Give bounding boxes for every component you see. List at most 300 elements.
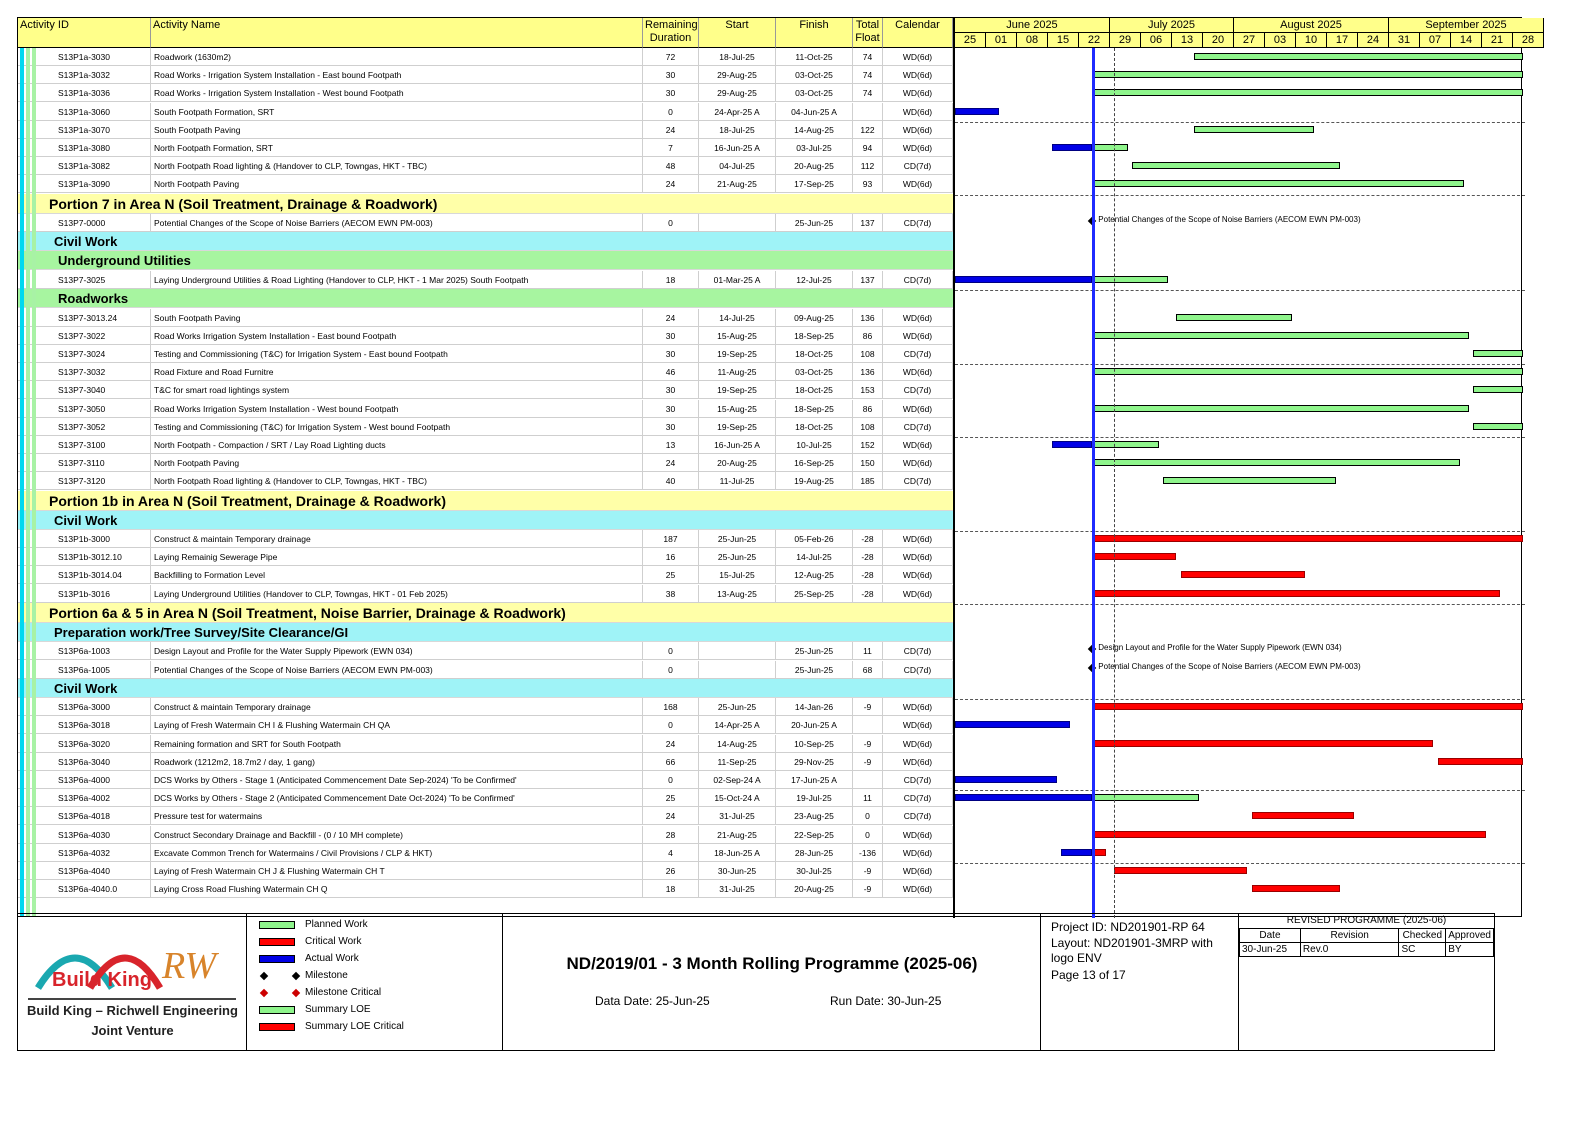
revision-checked: SC [1399,943,1446,957]
activity-rem: 0 [643,103,699,121]
activity-cal: WD(6d) [883,826,953,844]
activity-float: 0 [853,826,883,844]
activity-float [853,771,883,789]
activity-float: 108 [853,345,883,363]
activity-start: 11-Aug-25 [699,363,776,381]
activity-row[interactable] [18,48,953,66]
activity-cal: WD(6d) [883,862,953,880]
activity-rem: 24 [643,454,699,472]
activity-rem: 30 [643,381,699,399]
activity-rem: 187 [643,530,699,548]
activity-finish: 11-Oct-25 [776,48,853,66]
activity-row[interactable] [18,84,953,102]
planned-work-bar[interactable] [1092,89,1523,96]
activity-id: S13P6a-4040 [18,862,151,880]
activity-row[interactable] [18,400,953,418]
legend-milestone-icon [260,972,268,980]
project-info-panel [1041,914,1239,1050]
activity-start: 13-Aug-25 [699,585,776,603]
critical-work-bar[interactable] [1092,535,1523,542]
activity-name: North Footpath Paving [151,175,643,193]
activity-cal: CD(7d) [883,472,953,490]
activity-name: Potential Changes of the Scope of Noise Barriers (AECOM EWN PM-003) [151,214,643,232]
svg-text:Build King: Build King [52,969,152,991]
activity-float: -9 [853,880,883,898]
activity-row[interactable] [18,735,953,753]
activity-finish: 16-Sep-25 [776,454,853,472]
timescale-week: 06 [1141,33,1172,48]
gantt-gridline [955,790,1525,791]
activity-float: -136 [853,844,883,862]
wbs-group-band[interactable]: Preparation work/Tree Survey/Site Clearance/GI [18,623,953,642]
activity-row[interactable] [18,363,953,381]
gantt-gridline [955,437,1525,438]
activity-float: 112 [853,157,883,175]
activity-name: Road Fixture and Road Furnitre [151,363,643,381]
planned-work-bar[interactable] [1132,162,1340,169]
timescale-week: 01 [986,33,1017,48]
actual-work-bar[interactable] [1052,441,1092,448]
activity-name: Laying of Fresh Watermain CH I & Flushing Watermain CH QA [151,716,643,734]
activity-id: S13P1a-3090 [18,175,151,193]
activity-start: 30-Jun-25 [699,862,776,880]
legend-swatch [259,1006,295,1014]
activity-name: North Footpath Paving [151,454,643,472]
activity-rem: 0 [643,771,699,789]
activity-float: -9 [853,735,883,753]
planned-work-bar[interactable] [1473,386,1523,393]
actual-work-bar[interactable] [1061,849,1092,856]
activity-rem: 30 [643,84,699,102]
critical-work-bar[interactable] [1114,867,1247,874]
activity-id: S13P7-3024 [18,345,151,363]
title-block [17,913,1495,1051]
col-header-start[interactable]: Start [699,18,776,48]
legend-panel [247,914,503,1050]
planned-work-bar[interactable] [1092,71,1523,78]
revision-table [1239,928,1494,957]
planned-work-bar[interactable] [1092,368,1523,375]
activity-cal: WD(6d) [883,548,953,566]
legend-label: Milestone [305,970,348,981]
activity-id: S13P7-3022 [18,327,151,345]
activity-row[interactable] [18,214,953,232]
planned-work-bar[interactable] [1092,144,1127,151]
revision-col-date: Date [1240,929,1301,943]
activity-row[interactable] [18,566,953,584]
activity-id: S13P6a-4002 [18,789,151,807]
critical-work-bar[interactable] [1092,831,1486,838]
activity-row[interactable] [18,789,953,807]
legend-label: Milestone Critical [305,987,382,998]
activity-name: Backfilling to Formation Level [151,566,643,584]
activity-start: 14-Apr-25 A [699,716,776,734]
activity-float: 11 [853,642,883,660]
revision-row [1240,943,1494,957]
activity-id: S13P6a-4030 [18,826,151,844]
activity-name: Roadwork (1212m2, 18.7m2 / day, 1 gang) [151,753,643,771]
critical-work-bar[interactable] [1092,590,1499,597]
revision-panel [1239,914,1494,1050]
activity-id: S13P6a-3040 [18,753,151,771]
activity-finish: 05-Feb-26 [776,530,853,548]
activity-start: 19-Sep-25 [699,381,776,399]
activity-row[interactable] [18,327,953,345]
activity-start: 04-Jul-25 [699,157,776,175]
activity-id: S13P1a-3036 [18,84,151,102]
activity-finish: 19-Aug-25 [776,472,853,490]
planned-work-bar[interactable] [1092,441,1158,448]
activity-row[interactable] [18,418,953,436]
activity-id: S13P6a-1005 [18,661,151,679]
activity-float: 86 [853,327,883,345]
timescale-week: 08 [1017,33,1048,48]
wbs-portion-band[interactable]: Portion 6a & 5 in Area N (Soil Treatment, Noise Barrier, Drainage & Roadwork) [18,603,953,623]
planned-work-bar[interactable] [1092,332,1468,339]
activity-name: Testing and Commissioning (T&C) for Irrigation System - East bound Footpath [151,345,643,363]
activity-float: -9 [853,753,883,771]
activity-rem: 30 [643,345,699,363]
activity-finish: 20-Jun-25 A [776,716,853,734]
activity-finish: 18-Sep-25 [776,327,853,345]
activity-cal: WD(6d) [883,48,953,66]
activity-finish: 12-Aug-25 [776,566,853,584]
activity-cal: WD(6d) [883,309,953,327]
milestone-label: Potential Changes of the Scope of Noise Barriers (AECOM EWN PM-003) [1098,214,1361,224]
critical-work-bar[interactable] [1092,740,1433,747]
activity-id: S13P1a-3070 [18,121,151,139]
timescale-week: 10 [1296,33,1327,48]
activity-finish: 25-Jun-25 [776,661,853,679]
activity-row[interactable] [18,381,953,399]
activity-finish: 30-Jul-25 [776,862,853,880]
activity-cal: WD(6d) [883,436,953,454]
critical-work-bar[interactable] [1181,571,1305,578]
activity-name: Laying Underground Utilities (Handover to CLP, Towngas, HKT - 01 Feb 2025) [151,585,643,603]
legend-milestone-icon [260,989,268,997]
planned-work-bar[interactable] [1194,126,1314,133]
revision-date: 30-Jun-25 [1240,943,1301,957]
actual-work-bar[interactable] [1052,144,1092,151]
timescale-week: 29 [1110,33,1141,48]
activity-start: 01-Mar-25 A [699,271,776,289]
activity-float: 137 [853,214,883,232]
activity-start: 15-Jul-25 [699,566,776,584]
activity-finish: 18-Sep-25 [776,400,853,418]
activity-name: Road Works Irrigation System Installation - West bound Footpath [151,400,643,418]
activity-start: 14-Aug-25 [699,735,776,753]
activity-cal: WD(6d) [883,698,953,716]
activity-float: 11 [853,789,883,807]
activity-row[interactable] [18,548,953,566]
planned-work-bar[interactable] [1092,276,1167,283]
activity-rem: 16 [643,548,699,566]
actual-work-bar[interactable] [955,108,999,115]
activity-row[interactable] [18,66,953,84]
activity-row[interactable] [18,698,953,716]
gantt-gridline [955,195,1525,196]
timescale-week: 27 [1234,33,1265,48]
planned-work-bar[interactable] [1092,180,1464,187]
critical-work-bar[interactable] [1438,758,1523,765]
planned-work-bar[interactable] [1163,477,1336,484]
activity-finish: 29-Nov-25 [776,753,853,771]
wbs-group-band[interactable]: Civil Work [18,679,953,698]
activity-rem: 72 [643,48,699,66]
activity-name: Construct & maintain Temporary drainage [151,698,643,716]
wbs-group-band[interactable]: Civil Work [18,511,953,530]
activity-finish: 22-Sep-25 [776,826,853,844]
activity-start: 25-Jun-25 [699,548,776,566]
activity-row[interactable] [18,175,953,193]
activity-rem: 24 [643,121,699,139]
activity-start: 31-Jul-25 [699,807,776,825]
activity-row[interactable] [18,807,953,825]
activity-cal: WD(6d) [883,66,953,84]
activity-float: 74 [853,66,883,84]
project-id: Project ID: ND201901-RP 64 [1051,920,1205,934]
gantt-chart [953,18,1535,918]
critical-work-bar[interactable] [1252,885,1341,892]
activity-row[interactable] [18,139,953,157]
activity-cal: CD(7d) [883,418,953,436]
activity-cal: WD(6d) [883,363,953,381]
activity-id: S13P6a-3000 [18,698,151,716]
activity-float: 136 [853,363,883,381]
activity-cal: CD(7d) [883,381,953,399]
col-header-id[interactable]: Activity ID [18,18,151,48]
activity-rem: 28 [643,826,699,844]
programme-title: ND/2019/01 - 3 Month Rolling Programme (2025-06) [566,954,978,973]
activity-start: 24-Apr-25 A [699,103,776,121]
activity-row[interactable] [18,771,953,789]
activity-id: S13P1a-3030 [18,48,151,66]
timescale-week: 14 [1451,33,1482,48]
activity-name: North Footpath - Compaction / SRT / Lay Road Lighting ducts [151,436,643,454]
activity-finish: 18-Oct-25 [776,345,853,363]
activity-row[interactable] [18,436,953,454]
activity-id: S13P7-3025 [18,271,151,289]
activity-rem: 18 [643,271,699,289]
activity-finish: 28-Jun-25 [776,844,853,862]
run-date: Run Date: 30-Jun-25 [830,994,942,1008]
activity-start: 15-Aug-25 [699,400,776,418]
activity-finish: 25-Jun-25 [776,214,853,232]
activity-start: 15-Oct-24 A [699,789,776,807]
col-header-remaining[interactable]: Remaining Duration [643,18,699,48]
timescale-week: 21 [1482,33,1513,48]
activity-row[interactable] [18,862,953,880]
activity-rem: 0 [643,642,699,660]
activity-rem: 40 [643,472,699,490]
activity-start: 19-Sep-25 [699,345,776,363]
revision-header-row [1240,929,1494,943]
activity-cal: WD(6d) [883,880,953,898]
activity-table [18,18,953,918]
actual-work-bar[interactable] [955,794,1092,801]
activity-float: 74 [853,84,883,102]
activity-finish: 03-Jul-25 [776,139,853,157]
activity-row[interactable] [18,454,953,472]
activity-float: 94 [853,139,883,157]
activity-row[interactable] [18,472,953,490]
wbs-subgroup-band[interactable]: Roadworks [18,289,953,308]
activity-name: DCS Works by Others - Stage 2 (Anticipated Commencement Date Oct-2024) 'To be Confirmed' [151,789,643,807]
activity-id: S13P1a-3060 [18,103,151,121]
wbs-portion-band[interactable]: Portion 1b in Area N (Soil Treatment, Drainage & Roadwork) [18,491,953,511]
revision-number: Rev.0 [1300,943,1399,957]
planned-work-bar[interactable] [1473,350,1523,357]
revision-col-checked: Checked [1399,929,1446,943]
activity-name: T&C for smart road lightings system [151,381,643,399]
activity-rem: 30 [643,418,699,436]
activity-float: 0 [853,807,883,825]
activity-float: -9 [853,698,883,716]
planned-work-bar[interactable] [1092,459,1460,466]
activity-rem: 0 [643,716,699,734]
activity-name: Road Works Irrigation System Installation - East bound Footpath [151,327,643,345]
col-header-finish[interactable]: Finish [776,18,853,48]
critical-work-bar[interactable] [1092,703,1523,710]
activity-id: S13P6a-4032 [18,844,151,862]
activity-rem: 25 [643,566,699,584]
revision-heading: REVISED PROGRAMME (2025-06) [1286,915,1447,926]
activity-id: S13P1b-3012.10 [18,548,151,566]
activity-finish: 19-Jul-25 [776,789,853,807]
planned-work-bar[interactable] [1092,794,1198,801]
activity-rem: 18 [643,880,699,898]
legend-milestone-icon [292,972,300,980]
activity-name: North Footpath Road lighting & (Handover to CLP, Towngas, HKT - TBC) [151,157,643,175]
activity-name: Laying Cross Road Flushing Watermain CH Q [151,880,643,898]
milestone-label: Potential Changes of the Scope of Noise Barriers (AECOM EWN PM-003) [1098,661,1361,671]
activity-id: S13P7-3052 [18,418,151,436]
activity-cal: WD(6d) [883,566,953,584]
col-header-calendar[interactable]: Calendar [883,18,953,48]
page-number: Page 13 of 17 [1051,968,1126,982]
wbs-level-stripe [26,48,30,916]
title-panel [503,914,1041,1050]
col-header-name[interactable]: Activity Name [151,18,643,48]
legend-label: Planned Work [305,919,368,930]
timescale-week: 17 [1327,33,1358,48]
layout-name: Layout: ND201901-3MRP with logo ENV [1051,936,1213,965]
gantt-gridline [955,364,1525,365]
activity-row[interactable] [18,753,953,771]
activity-row[interactable] [18,530,953,548]
activity-row[interactable] [18,157,953,175]
activity-row[interactable] [18,103,953,121]
activity-start: 20-Aug-25 [699,454,776,472]
legend-swatch [259,955,295,963]
actual-work-bar[interactable] [955,776,1057,783]
activity-row[interactable] [18,309,953,327]
activity-cal: CD(7d) [883,345,953,363]
activity-name: North Footpath Road lighting & (Handover to CLP, Towngas, HKT - TBC) [151,472,643,490]
activity-row[interactable] [18,271,953,289]
activity-rem: 4 [643,844,699,862]
activity-name: DCS Works by Others - Stage 1 (Anticipated Commencement Date Sep-2024) 'To be Confirmed' [151,771,643,789]
milestone-label: Design Layout and Profile for the Water Supply Pipework (EWN 034) [1098,643,1342,653]
activity-rem: 24 [643,175,699,193]
activity-float: 185 [853,472,883,490]
activity-row[interactable] [18,345,953,363]
col-header-float[interactable]: Total Float [853,18,883,48]
activity-id: S13P6a-4018 [18,807,151,825]
activity-rem: 46 [643,363,699,381]
activity-id: S13P7-0000 [18,214,151,232]
wbs-group-band[interactable]: Civil Work [18,232,953,251]
activity-float: 152 [853,436,883,454]
critical-work-bar[interactable] [1252,812,1354,819]
activity-name: North Footpath Formation, SRT [151,139,643,157]
activity-cal: WD(6d) [883,454,953,472]
activity-float: -28 [853,585,883,603]
activity-row[interactable] [18,642,953,660]
activity-id: S13P1a-3082 [18,157,151,175]
activity-id: S13P7-3040 [18,381,151,399]
planned-work-bar[interactable] [1092,405,1468,412]
activity-finish: 12-Jul-25 [776,271,853,289]
legend-milestone-icon [292,989,300,997]
critical-work-bar[interactable] [1092,553,1176,560]
activity-cal: CD(7d) [883,771,953,789]
activity-finish: 20-Aug-25 [776,157,853,175]
activity-row[interactable] [18,661,953,679]
activity-id: S13P7-3110 [18,454,151,472]
activity-name: South Footpath Paving [151,309,643,327]
activity-id: S13P6a-3018 [18,716,151,734]
actual-work-bar[interactable] [955,276,1092,283]
activity-rem: 168 [643,698,699,716]
activity-cal: WD(6d) [883,844,953,862]
timescale-week: 15 [1048,33,1079,48]
activity-row[interactable] [18,716,953,734]
wbs-portion-band[interactable]: Portion 7 in Area N (Soil Treatment, Drainage & Roadwork) [18,194,953,214]
activity-cal: WD(6d) [883,753,953,771]
activity-cal: WD(6d) [883,139,953,157]
planned-work-bar[interactable] [1194,53,1523,60]
data-date: Data Date: 25-Jun-25 [595,994,710,1008]
activity-row[interactable] [18,826,953,844]
actual-work-bar[interactable] [955,721,1070,728]
activity-finish: 14-Jan-26 [776,698,853,716]
activity-row[interactable] [18,844,953,862]
activity-name: Potential Changes of the Scope of Noise Barriers (AECOM EWN PM-003) [151,661,643,679]
activity-row[interactable] [18,585,953,603]
activity-row[interactable] [18,880,953,898]
activity-rem: 30 [643,400,699,418]
activity-id: S13P7-3013.24 [18,309,151,327]
activity-finish: 04-Jun-25 A [776,103,853,121]
activity-rem: 30 [643,66,699,84]
activity-float [853,716,883,734]
planned-work-bar[interactable] [1473,423,1523,430]
activity-float: 108 [853,418,883,436]
activity-start: 18-Jul-25 [699,121,776,139]
activity-start: 31-Jul-25 [699,880,776,898]
activity-row[interactable] [18,121,953,139]
activity-finish: 18-Oct-25 [776,418,853,436]
planned-work-bar[interactable] [1176,314,1291,321]
activity-finish: 25-Jun-25 [776,642,853,660]
activity-start: 11-Sep-25 [699,753,776,771]
activity-finish: 20-Aug-25 [776,880,853,898]
activity-rem: 66 [643,753,699,771]
activity-cal: WD(6d) [883,400,953,418]
activity-id: S13P1b-3000 [18,530,151,548]
wbs-subgroup-band[interactable]: Underground Utilities [18,251,953,270]
